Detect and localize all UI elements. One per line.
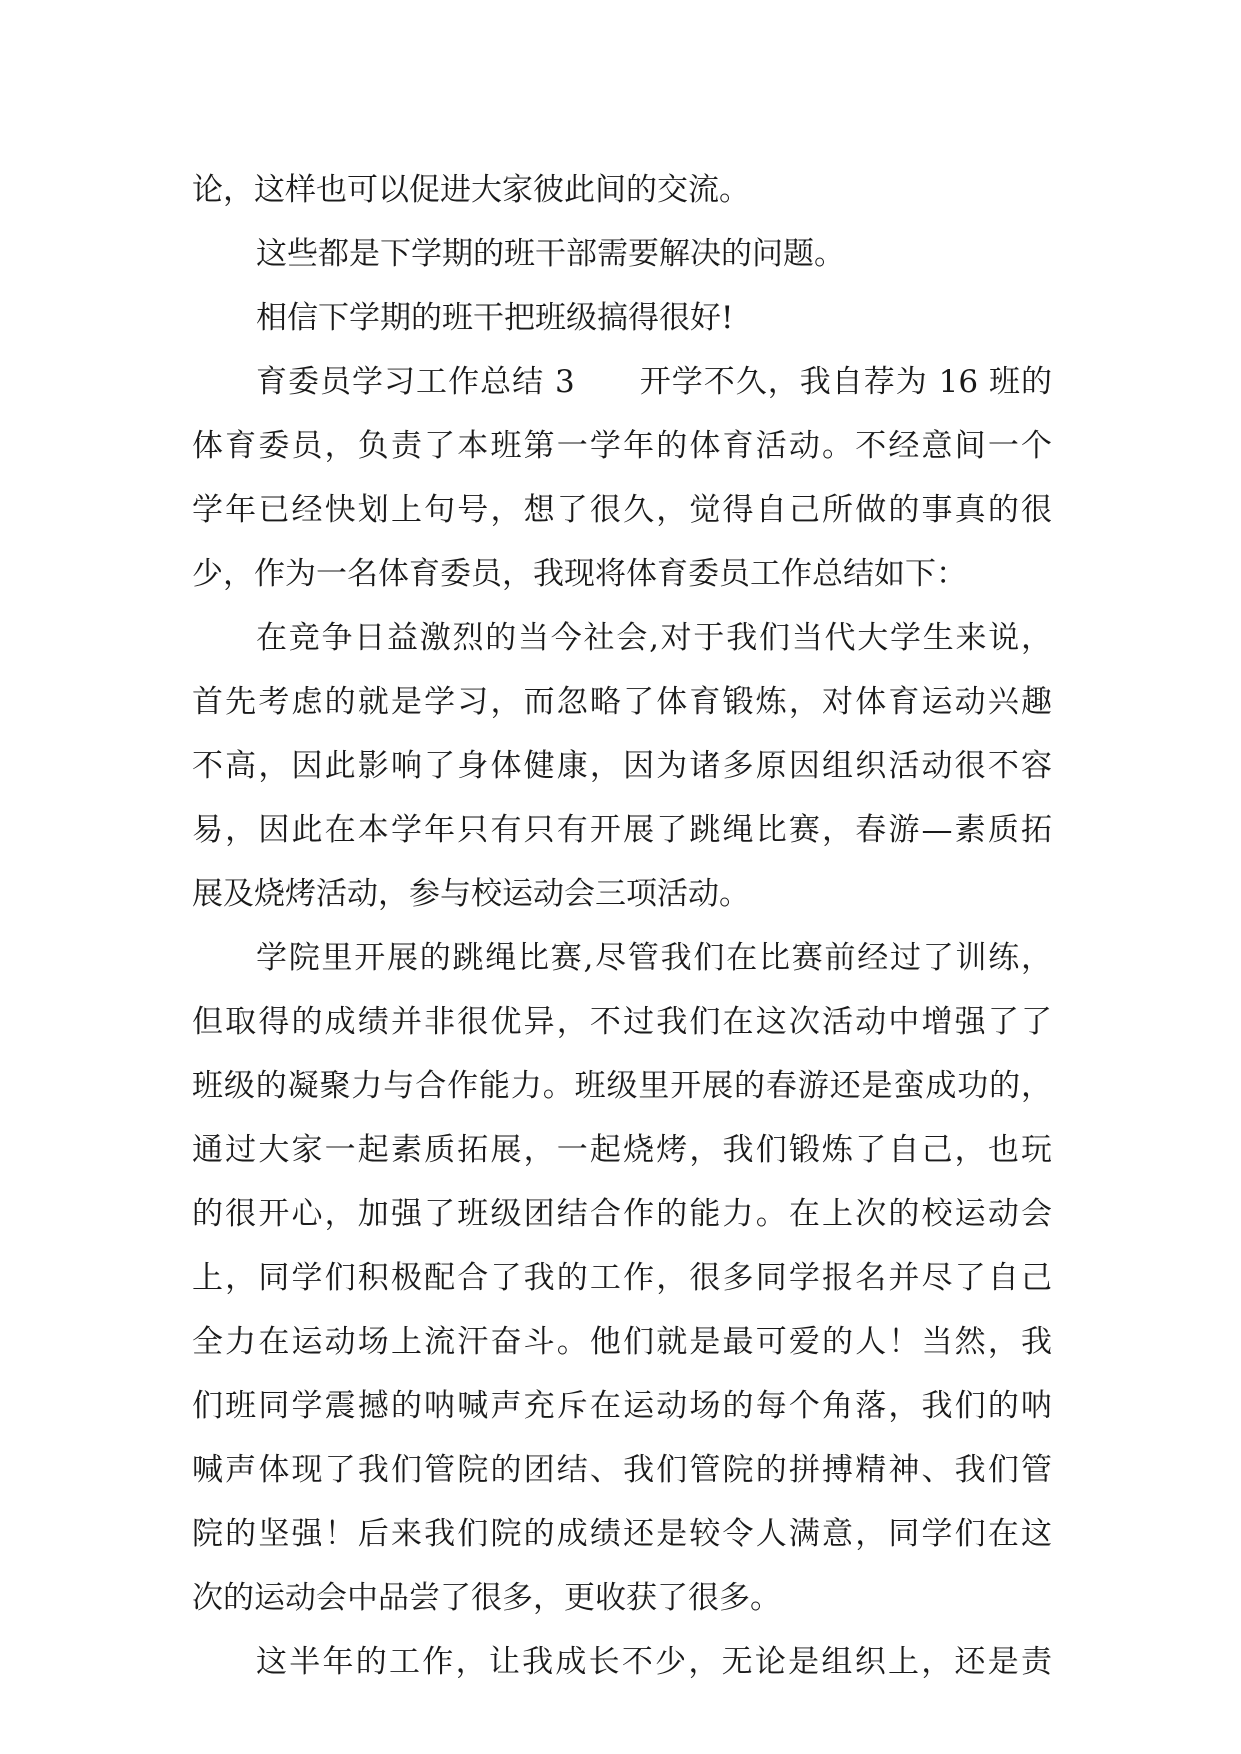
text-line: 的很开心，加强了班级团结合作的能力。在上次的校运动会 [192, 1196, 1052, 1232]
text-line: 学年已经快划上句号，想了很久，觉得自己所做的事真的很 [192, 492, 1052, 528]
text-line: 易，因此在本学年只有只有开展了跳绳比赛，春游—素质拓 [192, 812, 1052, 848]
text-line: 展及烧烤活动，参与校运动会三项活动。 [192, 876, 750, 912]
text-line: 喊声体现了我们管院的团结、我们管院的拼搏精神、我们管 [192, 1452, 1052, 1488]
text-line: 在竞争日益激烈的当今社会,对于我们当代大学生来说， [256, 620, 1052, 656]
document-body [192, 158, 1052, 1694]
text-line: 相信下学期的班干把班级搞得很好! [256, 300, 734, 336]
text-line: 体育委员，负责了本班第一学年的体育活动。不经意间一个 [192, 428, 1052, 464]
text-line: 上，同学们积极配合了我的工作，很多同学报名并尽了自己 [192, 1260, 1052, 1296]
section-heading-line: 育委员学习工作总结 3 开学不久，我自荐为 16 班的 [256, 364, 1052, 400]
text-line: 这半年的工作，让我成长不少，无论是组织上，还是责 [256, 1644, 1052, 1680]
text-line: 不高，因此影响了身体健康，因为诸多原因组织活动很不容 [192, 748, 1052, 784]
text-line: 们班同学震撼的呐喊声充斥在运动场的每个角落，我们的呐 [192, 1388, 1052, 1424]
text-line: 首先考虑的就是学习，而忽略了体育锻炼，对体育运动兴趣 [192, 684, 1052, 720]
text-line: 但取得的成绩并非很优异，不过我们在这次活动中增强了了 [192, 1004, 1052, 1040]
text-line: 少，作为一名体育委员，我现将体育委员工作总结如下： [192, 556, 967, 592]
text-line: 次的运动会中品尝了很多，更收获了很多。 [192, 1580, 781, 1616]
text-line: 学院里开展的跳绳比赛,尽管我们在比赛前经过了训练， [256, 940, 1052, 976]
text-line: 论，这样也可以促进大家彼此间的交流。 [192, 172, 750, 208]
text-line: 全力在运动场上流汗奋斗。他们就是最可爱的人！当然，我 [192, 1324, 1052, 1360]
text-line: 这些都是下学期的班干部需要解决的问题。 [256, 236, 845, 272]
text-line: 院的坚强！后来我们院的成绩还是较令人满意，同学们在这 [192, 1516, 1052, 1552]
text-line: 班级的凝聚力与合作能力。班级里开展的春游还是蛮成功的， [192, 1068, 1052, 1104]
text-line: 通过大家一起素质拓展，一起烧烤，我们锻炼了自己，也玩 [192, 1132, 1052, 1168]
